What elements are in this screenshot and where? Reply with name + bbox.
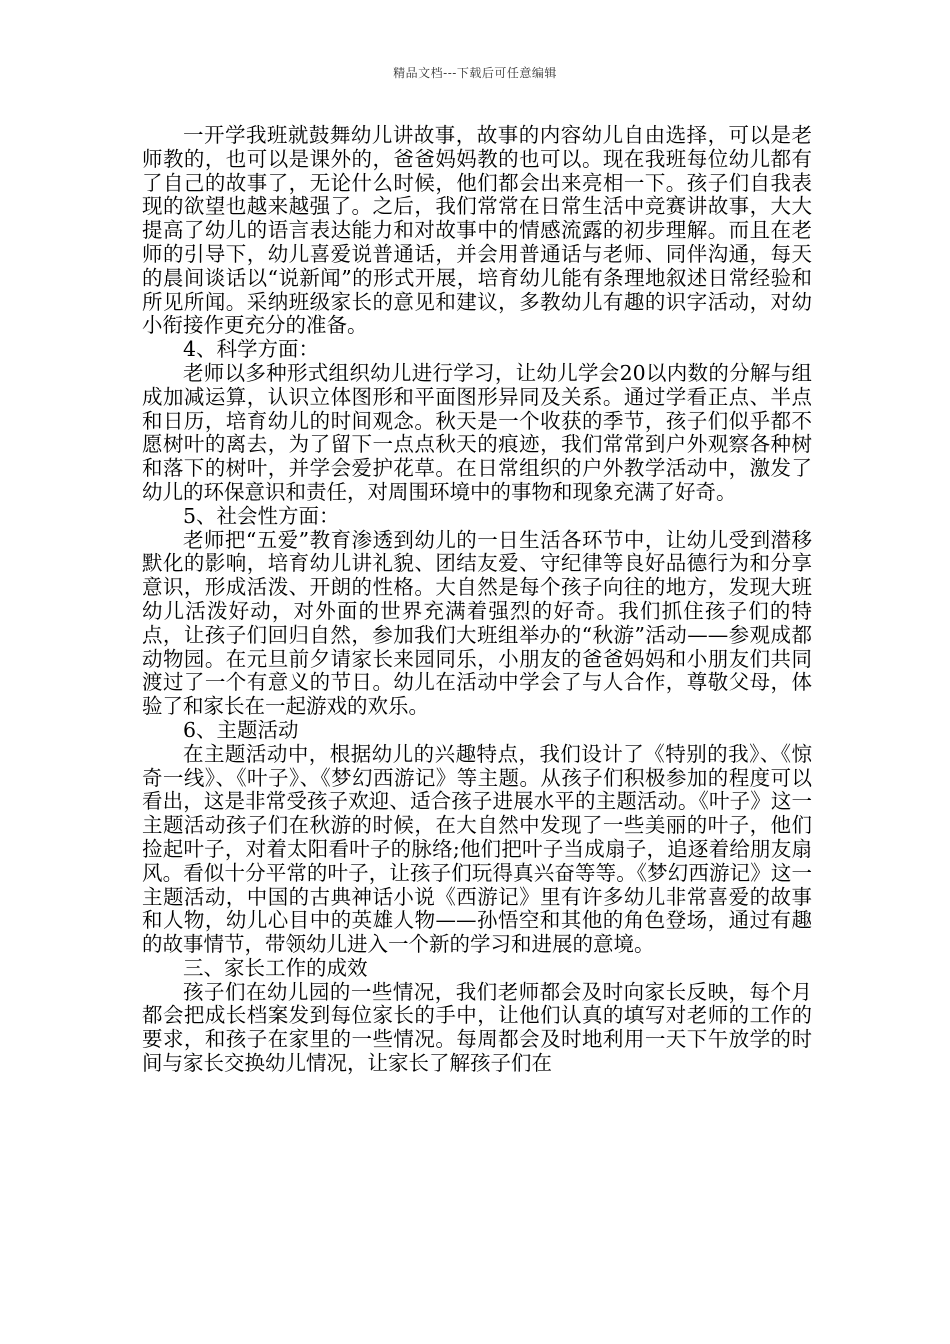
- paragraph-science: 老师以多种形式组织幼儿进行学习，让幼儿学会20以内数的分解与组成加减运算，认识立体图形和平面图形异同及关系。通过学看正点、半点和日历，培育幼儿的时间观念。秋天是一个收获的季节，孩子们似乎都不愿树叶的离去，为了留下一点点秋天的痕迹，我们常常到户外观察各种树和落下的树叶，并学会爱护花草。在日常组织的户外教学活动中，激发了幼儿的环保意识和责任，对周围环境中的事物和现象充满了好奇。: [142, 360, 812, 504]
- page-header: 精品文档---下载后可任意编辑: [393, 66, 557, 80]
- section-heading-social: 5、社会性方面：: [183, 503, 340, 528]
- paragraph-parent-work: 孩子们在幼儿园的一些情况，我们老师都会及时向家长反映，每个月都会把成长档案发到每位家长的手中，让他们认真的填写对老师的工作的要求，和孩子在家里的一些情况。每周都会及时地利用一天下午放学的时间与家长交换幼儿情况，让家长了解孩子们在: [142, 979, 812, 1076]
- document-body: [142, 124, 812, 1076]
- section-heading-theme-activities: 6、主题活动: [183, 717, 299, 742]
- paragraph-language-stories: 一开学我班就鼓舞幼儿讲故事，故事的内容幼儿自由选择，可以是老师教的，也可以是课外的，爸爸妈妈教的也可以。现在我班每位幼儿都有了自己的故事了，无论什么时候，他们都会出来亮相一下。孩子们自我表现的欲望也越来越强了。之后，我们常常在日常生活中竞赛讲故事，大大提高了幼儿的语言表达能力和对故事中的情感流露的初步理解。而且在老师的引导下，幼儿喜爱说普通话，并会用普通话与老师、同伴沟通，每天的晨间谈话以“说新闻”的形式开展，培育幼儿能有条理地叙述日常经验和所见所闻。采纳班级家长的意见和建议，多教幼儿有趣的识字活动，对幼小衔接作更充分的准备。: [142, 123, 812, 338]
- paragraph-theme-activities: 在主题活动中，根据幼儿的兴趣特点，我们设计了《特别的我》、《惊奇一线》、《叶子》、《梦幻西游记》等主题。从孩子们积极参加的程度可以看出，这是非常受孩子欢迎、适合孩子进展水平的主题活动。《叶子》这一主题活动孩子们在秋游的时候，在大自然中发现了一些美丽的叶子，他们捡起叶子，对着太阳看叶子的脉络;他们把叶子当成扇子，追逐着给朋友扇风。看似十分平常的叶子，让孩子们玩得真兴奋等等。《梦幻西游记》这一主题活动，中国的古典神话小说《西游记》里有许多幼儿非常喜爱的故事和人物，幼儿心目中的英雄人物——孙悟空和其他的角色登场，通过有趣的故事情节，带领幼儿进入一个新的学习和进展的意境。: [142, 741, 812, 957]
- section-heading-science: 4、科学方面：: [183, 337, 320, 362]
- paragraph-social: 老师把“五爱”教育渗透到幼儿的一日生活各环节中，让幼儿受到潜移默化的影响，培育幼儿讲礼貌、团结友爱、守纪律等良好品德行为和分享意识，形成活泼、开朗的性格。大自然是每个孩子向往的地方，发现大班幼儿活泼好动，对外面的世界充满着强烈的好奇。我们抓住孩子们的特点，让孩子们回归自然，参加我们大班组举办的“秋游”活动——参观成都动物园。在元旦前夕请家长来园同乐，小朋友的爸爸妈妈和小朋友们共同渡过了一个有意义的节日。幼儿在活动中学会了与人合作，尊敬父母，体验了和家长在一起游戏的欢乐。: [142, 527, 812, 719]
- section-heading-parent-work: 三、家长工作的成效: [183, 955, 368, 980]
